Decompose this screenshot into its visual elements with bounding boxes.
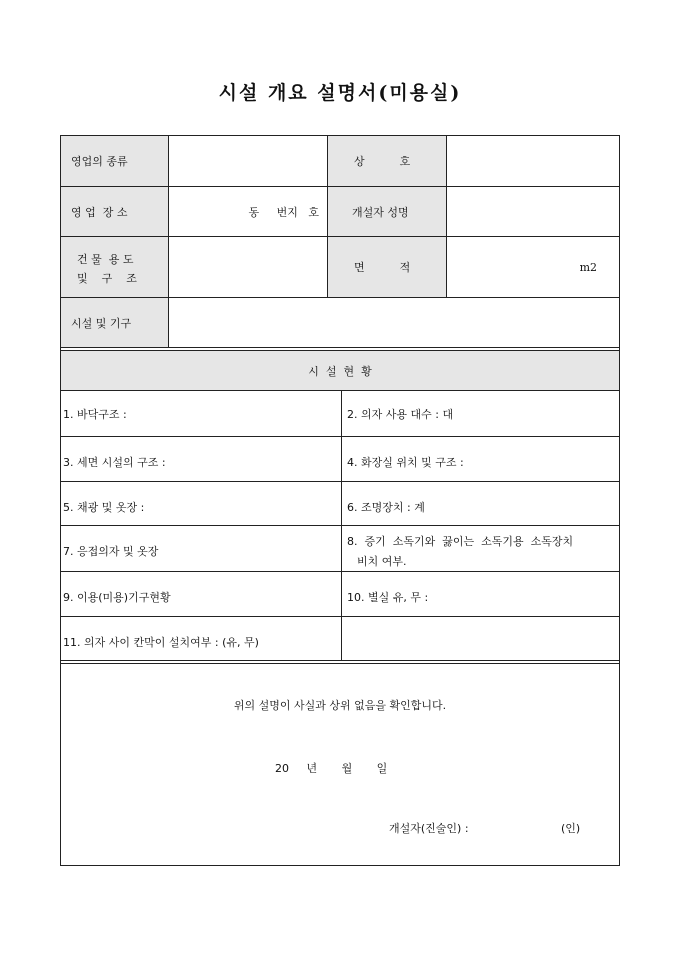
equipment-label: 시설 및 기구 <box>61 298 168 347</box>
facility-status-header: 시 설 현 황 <box>61 351 619 390</box>
divider <box>61 236 619 237</box>
chair-count-item: 2. 의자 사용 대수 : 대 <box>347 408 454 421</box>
divider <box>61 347 619 348</box>
lighting-closet-item: 5. 채광 및 옷장 : <box>63 501 145 514</box>
divider <box>61 481 619 482</box>
tool-status-item: 9. 이용(미용)기구현황 <box>63 591 171 604</box>
divider <box>61 525 619 526</box>
location-field[interactable]: 동 번지 호 <box>248 205 319 219</box>
divider <box>61 436 619 437</box>
building-use-label <box>61 237 168 297</box>
business-type-label: 영업의 종류 <box>61 136 168 186</box>
founder-name-field[interactable] <box>447 187 619 236</box>
toilet-location-item: 4. 화장실 위치 및 구조 : <box>347 456 464 469</box>
floor-structure-item: 1. 바닥구조 : <box>63 408 127 421</box>
divider <box>341 390 342 660</box>
divider <box>168 136 169 347</box>
separate-room-item: 10. 별실 유, 무 : <box>347 591 429 604</box>
lighting-device-item: 6. 조명장치 : 계 <box>347 501 425 514</box>
building-use-label-line1: 건 물 용 도 <box>77 253 134 266</box>
divider <box>61 660 619 661</box>
equipment-field[interactable] <box>169 298 619 347</box>
partition-item: 11. 의자 사이 칸막이 설치여부 : (유, 무) <box>63 636 259 649</box>
building-use-field[interactable] <box>169 237 327 297</box>
area-label: 면 적 <box>328 237 446 297</box>
document-title: 시설 개요 설명서(미용실) <box>218 82 462 104</box>
trade-name-field[interactable] <box>447 136 619 186</box>
signer-label: 개설자(진술인) : <box>389 822 469 835</box>
date-line: 20 년 월 일 <box>275 762 388 775</box>
divider <box>61 571 619 572</box>
divider <box>61 390 619 391</box>
founder-name-label: 개설자 성명 <box>328 187 446 236</box>
sterilizer-item-line2: 비치 여부. <box>357 555 407 568</box>
divider <box>61 186 619 187</box>
seal-mark: (인) <box>561 822 581 835</box>
divider <box>61 350 619 351</box>
area-field[interactable]: m2 <box>579 260 597 274</box>
confirmation-statement: 위의 설명이 사실과 상위 없음을 확인합니다. <box>233 699 447 712</box>
trade-name-label: 상 호 <box>328 136 446 186</box>
form-frame <box>60 135 620 866</box>
divider <box>61 297 619 298</box>
location-label: 영 업 장 소 <box>61 187 168 236</box>
divider <box>446 136 447 297</box>
sterilizer-item-line1: 8. 증기 소독기와 끓이는 소독기용 소독장치 <box>347 535 574 548</box>
divider <box>61 616 619 617</box>
building-use-label-line2: 및 구 조 <box>77 272 137 285</box>
divider <box>61 663 619 664</box>
washroom-structure-item: 3. 세면 시설의 구조 : <box>63 456 166 469</box>
divider <box>327 136 328 297</box>
reception-chair-item: 7. 응접의자 및 옷장 <box>63 545 159 558</box>
business-type-field[interactable] <box>169 136 327 186</box>
